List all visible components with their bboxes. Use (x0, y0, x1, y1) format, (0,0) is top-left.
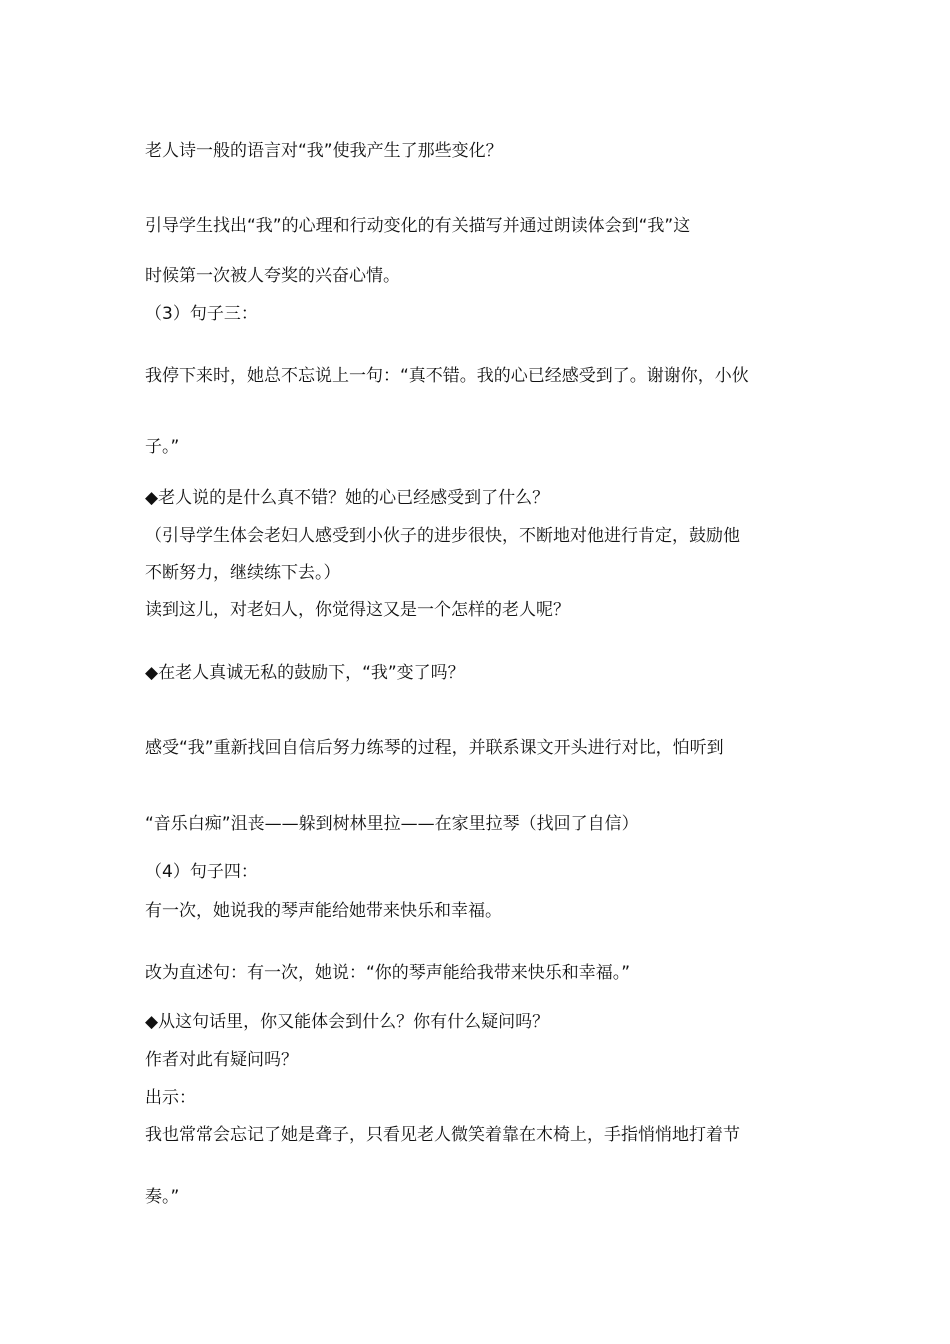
comparison-line: “音乐白痴”沮丧——躲到树林里拉——在家里拉琴（找回了自信） (145, 814, 639, 834)
bullet-question-3: ◆从这句话里，你又能体会到什么？你有什么疑问吗？ (145, 1012, 550, 1032)
quote-line-2: 奏。” (145, 1187, 180, 1207)
show-label: 出示： (145, 1088, 196, 1108)
bullet-question-1: ◆老人说的是什么真不错？她的心已经感受到了什么？ (145, 488, 550, 508)
sentence-three-text-2: 子。” (145, 437, 180, 457)
guide-note-line-2: 不断努力，继续练下去。） (145, 563, 341, 583)
quote-line-1: 我也常常会忘记了她是聋子，只看见老人微笑着靠在木椅上，手指悄悄地打着节 (145, 1125, 740, 1145)
feeling-line: 感受“我”重新找回自信后努力练琴的过程，并联系课文开头进行对比，怕听到 (145, 738, 724, 758)
direct-speech-line: 改为直述句：有一次，她说：“你的琴声能给我带来快乐和幸福。” (145, 963, 631, 983)
sentence-four-text: 有一次，她说我的琴声能给她带来快乐和幸福。 (145, 901, 502, 921)
author-question: 作者对此有疑问吗？ (145, 1050, 298, 1070)
guide-line-2: 时候第一次被人夸奖的兴奋心情。 (145, 266, 400, 286)
question-line: 老人诗一般的语言对“我”使我产生了那些变化？ (145, 141, 503, 161)
guide-note-line-1: （引导学生体会老妇人感受到小伙子的进步很快，不断地对他进行肯定，鼓励他 (145, 526, 740, 546)
sentence-three-text-1: 我停下来时，她总不忘说上一句：“真不错。我的心已经感受到了。谢谢你，小伙 (145, 366, 749, 386)
reading-question: 读到这儿，对老妇人，你觉得这又是一个怎样的老人呢？ (145, 600, 570, 620)
guide-line-1: 引导学生找出“我”的心理和行动变化的有关描写并通过朗读体会到“我”这 (145, 216, 691, 236)
sentence-three-heading: （3）句子三： (145, 304, 258, 324)
bullet-question-2: ◆在老人真诚无私的鼓励下，“我”变了吗？ (145, 663, 465, 683)
sentence-four-heading: （4）句子四： (145, 862, 258, 882)
